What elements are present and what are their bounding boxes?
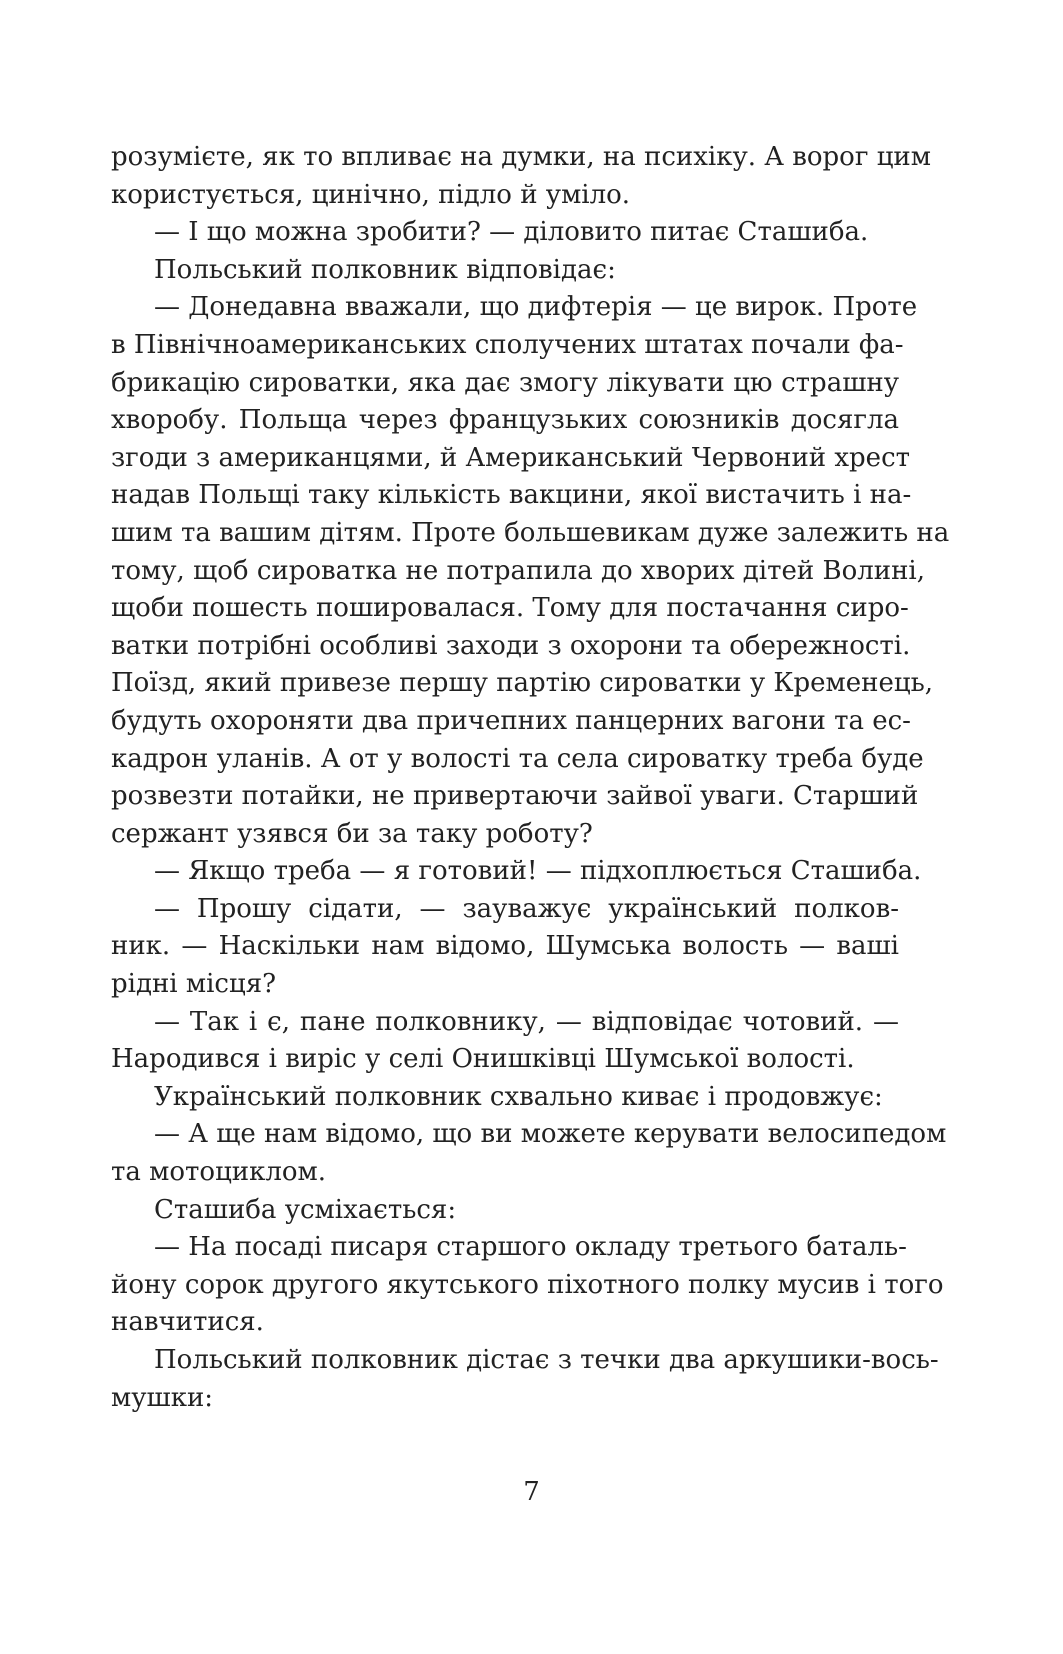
text-line: Народився і виріс у селі Онишківці Шумської волості. (111, 1044, 855, 1075)
text-line: йону сорок другого якутського піхотного полку мусив і того (111, 1269, 944, 1300)
text-line: кадрон уланів. А от у волості та села сироватку треба буде (111, 743, 924, 774)
text-line: користується, цинічно, підло й уміло. (111, 179, 631, 210)
text-line: ник. — Наскільки нам відомо, Шумська волость — ваші (111, 931, 899, 962)
page-number: 7 (523, 1477, 540, 1507)
text-line: розвезти потайки, не привертаючи зайвої уваги. Старший (111, 781, 919, 812)
text-line: — Прошу сідати, — зауважує український полков- (154, 893, 899, 924)
text-line: навчитися. (111, 1307, 264, 1338)
text-line: згоди з американцями, й Американський Червоний хрест (111, 442, 911, 473)
text-line: будуть охороняти два причепних панцерних вагони та ес- (111, 705, 911, 736)
text-line: брикацію сироватки, яка дає змогу лікувати цю страшну (111, 367, 899, 398)
text-line: надав Польщі таку кількість вакцини, якої вистачить і на- (111, 480, 912, 511)
text-line: розумієте, як то впливає на думки, на психіку. А ворог цим (111, 142, 931, 172)
text-line: — Так і є, пане полковнику, — відповідає чотовий. — (154, 1006, 899, 1037)
text-line: — На посаді писаря старшого окладу третього баталь- (154, 1232, 907, 1263)
text-line: Поїзд, який привезе першу партію сироватки у Кременець, (111, 668, 933, 699)
text-line: мушки: (111, 1382, 214, 1413)
text-line: шим та вашим дітям. Проте большевикам дуже залежить на (111, 517, 950, 548)
text-line: в Північноамериканських сполучених штатах почали фа- (111, 329, 904, 360)
text-line: рідні місця? (111, 969, 277, 1000)
text-line: ватки потрібні особливі заходи з охорони та обережності. (111, 630, 911, 661)
text-line: хворобу. Польща через французьких союзників досягла (111, 405, 899, 436)
text-line: — Якщо треба — я готовий! — підхоплюється Сташиба. (154, 856, 922, 887)
text-line: сержант узявся би за таку роботу? (111, 818, 593, 849)
body-text (111, 139, 950, 1417)
text-line: — А ще нам відомо, що ви можете керувати велосипедом (154, 1119, 947, 1150)
text-line: Польський полковник дістає з течки два аркушики-вось- (154, 1345, 939, 1375)
text-line: Польський полковник відповідає: (154, 254, 616, 285)
text-line: Сташиба усміхається: (154, 1194, 457, 1225)
text-line: — Донедавна вважали, що дифтерія — це вирок. Проте (154, 292, 918, 323)
text-line: — І що можна зробити? — діловито питає Сташиба. (154, 217, 869, 248)
text-line: Український полковник схвально киває і продовжує: (154, 1081, 883, 1112)
text-line: та мотоциклом. (111, 1157, 327, 1188)
text-line: щоби пошесть пошировалася. Тому для постачання сиро- (111, 593, 909, 624)
text-line: тому, щоб сироватка не потрапила до хворих дітей Волині, (111, 555, 925, 586)
